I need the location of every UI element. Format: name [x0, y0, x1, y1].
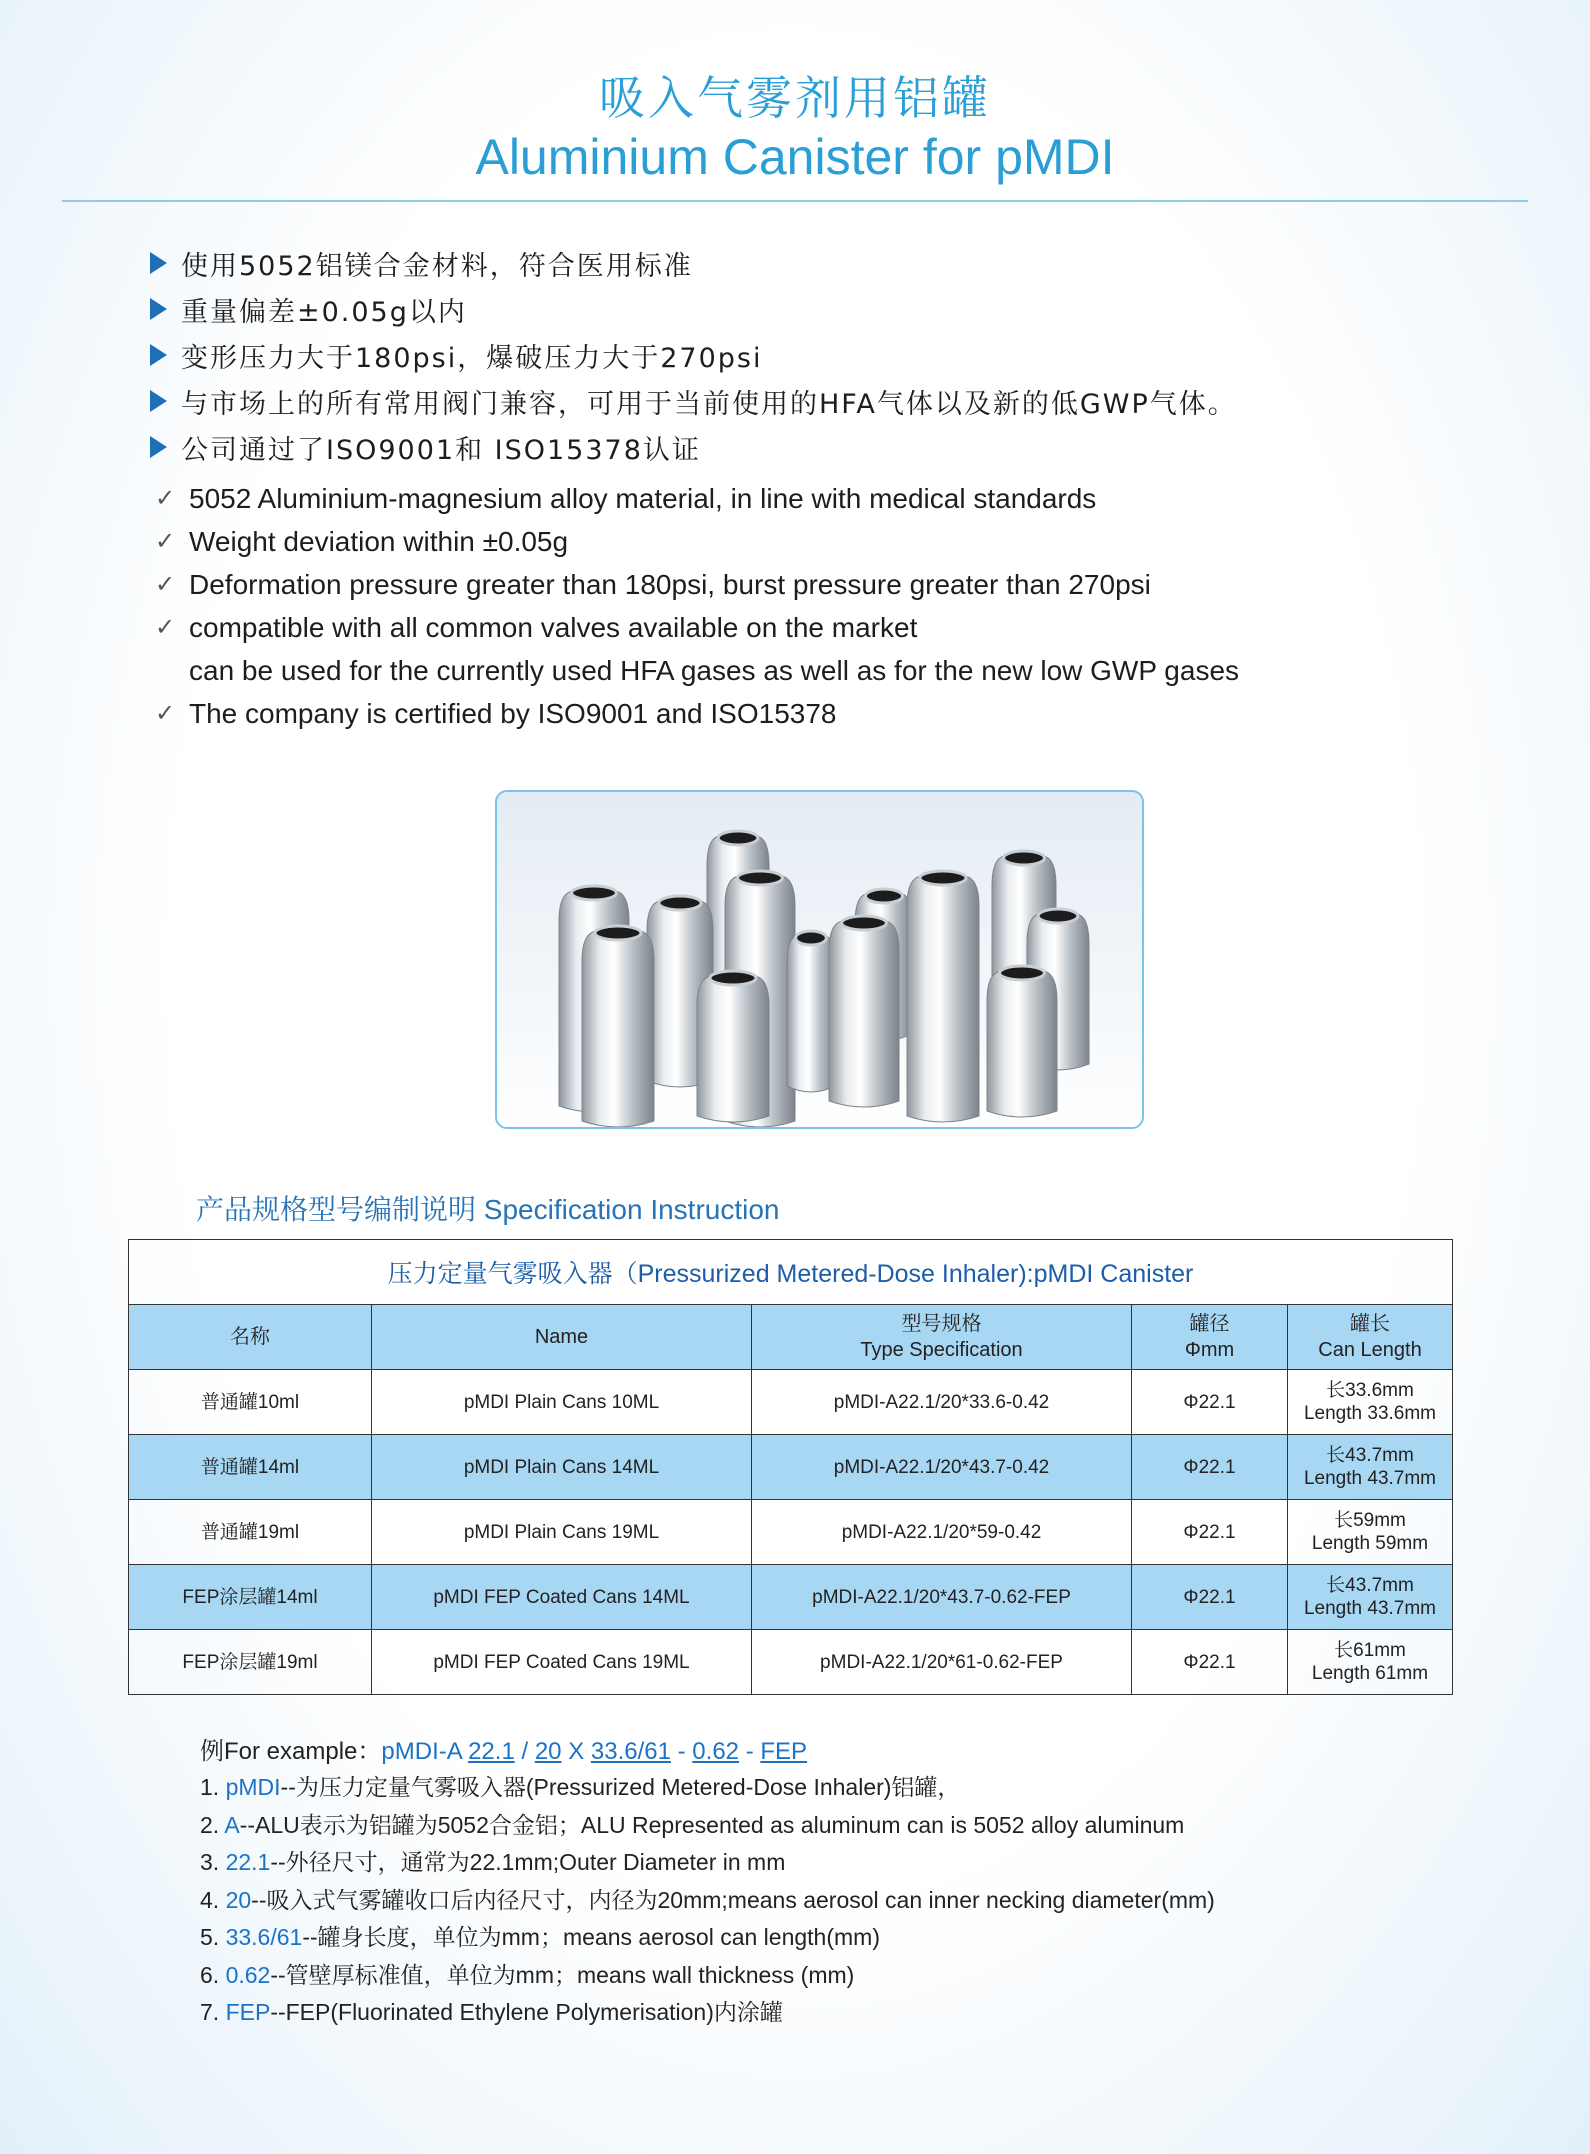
length-cn: 长59mm	[1334, 1510, 1406, 1531]
feature-en-item	[155, 563, 1239, 606]
table-cell-dia: Φ22.1	[1132, 1370, 1288, 1435]
feature-en-item	[155, 606, 1239, 692]
check-icon: ✓	[155, 571, 176, 598]
table-cell-cn: 普通罐10ml	[129, 1370, 372, 1435]
column-header	[129, 1305, 372, 1370]
feature-list-en	[155, 477, 1239, 735]
column-header-line: Name	[534, 1326, 589, 1348]
check-icon: ✓	[155, 700, 176, 727]
feature-en-text	[189, 477, 1096, 520]
note-item	[200, 1919, 1215, 1957]
table-cell-type: pMDI-A22.1/20*43.7-0.62-FEP	[752, 1565, 1132, 1630]
feature-en-item	[155, 520, 1239, 563]
length-cn: 长43.7mm	[1326, 1575, 1414, 1596]
note-number: 7.	[200, 1999, 220, 2025]
column-header-line: 罐长	[1350, 1313, 1390, 1335]
page-title-cn: 吸入气雾剂用铝罐	[599, 71, 991, 125]
column-header	[1132, 1305, 1288, 1370]
table-cell-length	[1288, 1370, 1453, 1435]
feature-cn-item	[150, 286, 1237, 332]
note-item	[200, 1769, 1215, 1807]
length-en: Length 59mm	[1311, 1533, 1429, 1554]
feature-en-item	[155, 477, 1239, 520]
table-cell-length	[1288, 1630, 1453, 1695]
table-cell-length	[1288, 1435, 1453, 1500]
table-cell-type: pMDI-A22.1/20*59-0.42	[752, 1500, 1132, 1565]
table-cell-name: pMDI Plain Cans 19ML	[372, 1500, 752, 1565]
feature-list-cn	[150, 240, 1237, 470]
note-number: 5.	[200, 1924, 220, 1950]
example-part-coating: FEP	[760, 1738, 808, 1765]
note-code: A	[224, 1811, 240, 1838]
page-title-en: Aluminium Canister for pMDI	[475, 129, 1115, 185]
feature-en-line: The company is certified by ISO9001 and ISO15378	[189, 698, 837, 729]
note-number: 1.	[200, 1774, 220, 1800]
note-code: pMDI	[225, 1774, 281, 1800]
column-header-line: 罐径	[1189, 1313, 1230, 1335]
example-part-necking: 20	[534, 1738, 562, 1765]
note-number: 2.	[200, 1811, 220, 1838]
note-code: 0.62	[225, 1961, 271, 1988]
table-cell-dia: Φ22.1	[1132, 1500, 1288, 1565]
note-number: 6.	[200, 1961, 220, 1988]
note-item	[200, 1994, 1215, 2032]
feature-en-item	[155, 692, 1239, 735]
column-header-line: 名称	[230, 1326, 270, 1348]
feature-en-text	[189, 606, 1239, 692]
note-code: 20	[225, 1886, 252, 1913]
length-en: Length 33.6mm	[1303, 1403, 1437, 1424]
example-sep: -	[677, 1738, 686, 1765]
spec-heading: 产品规格型号编制说明 Specification Instruction	[196, 1194, 780, 1225]
example-part-diameter: 22.1	[468, 1738, 515, 1765]
table-header-row	[129, 1305, 1453, 1370]
table-cell-type: pMDI-A22.1/20*43.7-0.42	[752, 1435, 1132, 1500]
note-code: FEP	[225, 1999, 271, 2025]
table-cell-name: pMDI FEP Coated Cans 19ML	[372, 1630, 752, 1695]
length-en: Length 43.7mm	[1303, 1468, 1437, 1489]
table-caption-row	[129, 1240, 1453, 1305]
note-text: --罐身长度，单位为mm；means aerosol can length(mm)	[302, 1924, 880, 1950]
note-code: 22.1	[225, 1849, 271, 1875]
canister	[697, 971, 769, 1122]
canister	[987, 966, 1057, 1117]
feature-cn-text: 变形压力大于180psi，爆破压力大于270psi	[181, 342, 763, 374]
feature-cn-text: 与市场上的所有常用阀门兼容，可用于当前使用的HFA气体以及新的低GWP气体。	[181, 388, 1237, 420]
spec-table	[128, 1239, 1453, 1695]
note-text: --为压力定量气雾吸入器(Pressurized Metered-Dose Inhaler)铝罐，	[280, 1774, 961, 1800]
column-header	[1288, 1305, 1453, 1370]
feature-cn-item	[150, 424, 1237, 470]
note-text: --外径尺寸，通常为22.1mm;Outer Diameter in mm	[270, 1849, 786, 1875]
table-cell-dia: Φ22.1	[1132, 1435, 1288, 1500]
note-text: --ALU表示为铝罐为5052合金铝；ALU Represented as aluminum can is 5052 alloy aluminum	[239, 1811, 1185, 1838]
feature-en-line: Deformation pressure greater than 180psi, burst pressure greater than 270psi	[189, 569, 1151, 600]
canister	[582, 926, 654, 1127]
table-cell-cn: FEP涂层罐14ml	[129, 1565, 372, 1630]
feature-en-line: Weight deviation within ±0.05g	[189, 526, 569, 557]
table-row	[129, 1500, 1453, 1565]
note-text: --管壁厚标准值，单位为mm；means wall thickness (mm)	[270, 1961, 855, 1988]
table-cell-name: pMDI Plain Cans 14ML	[372, 1435, 752, 1500]
canisters-illustration	[497, 792, 1142, 1127]
note-item	[200, 1882, 1215, 1920]
table-row	[129, 1565, 1453, 1630]
arrow-bullet-icon	[150, 344, 167, 366]
note-item	[200, 1844, 1215, 1882]
example-sep: X	[568, 1738, 585, 1765]
length-cn: 长43.7mm	[1326, 1445, 1414, 1466]
check-icon: ✓	[155, 528, 176, 555]
example-sep: -	[745, 1738, 754, 1765]
feature-cn-item	[150, 332, 1237, 378]
example-part-thickness: 0.62	[692, 1738, 740, 1765]
feature-en-text	[189, 520, 568, 563]
canister	[907, 871, 979, 1122]
length-en: Length 61mm	[1311, 1663, 1429, 1684]
canister	[787, 931, 835, 1092]
table-cell-cn: FEP涂层罐19ml	[129, 1630, 372, 1695]
note-number: 3.	[200, 1849, 220, 1875]
table-cell-length	[1288, 1565, 1453, 1630]
column-header-line: Φmm	[1184, 1339, 1235, 1361]
code-explanation-list	[200, 1769, 1215, 2032]
product-photo	[495, 790, 1144, 1129]
table-caption: 压力定量气雾吸入器（Pressurized Metered-Dose Inhaler):pMDI Canister	[129, 1240, 1453, 1305]
note-item	[200, 1807, 1215, 1845]
feature-cn-text: 使用5052铝镁合金材料，符合医用标准	[181, 250, 693, 282]
table-cell-length	[1288, 1500, 1453, 1565]
note-number: 4.	[200, 1886, 220, 1913]
arrow-bullet-icon	[150, 252, 167, 274]
column-header-line: Type Specification	[860, 1339, 1023, 1361]
table-row	[129, 1370, 1453, 1435]
example-part-length: 33.6/61	[590, 1738, 671, 1765]
column-header-line: Can Length	[1318, 1339, 1422, 1361]
feature-en-line: compatible with all common valves available on the market	[189, 612, 918, 643]
length-cn: 长61mm	[1334, 1640, 1406, 1661]
note-item	[200, 1957, 1215, 1995]
check-icon: ✓	[155, 614, 176, 641]
table-cell-type: pMDI-A22.1/20*33.6-0.42	[752, 1370, 1132, 1435]
check-icon: ✓	[155, 485, 176, 512]
note-text: --吸入式气雾罐收口后内径尺寸，内径为20mm;means aerosol can inner necking diameter(mm)	[251, 1886, 1215, 1913]
length-cn: 长33.6mm	[1326, 1380, 1414, 1401]
table-row	[129, 1630, 1453, 1695]
arrow-bullet-icon	[150, 436, 167, 458]
table-cell-name: pMDI FEP Coated Cans 14ML	[372, 1565, 752, 1630]
can-group	[559, 831, 1089, 1127]
example-sep: /	[521, 1738, 529, 1765]
table-cell-dia: Φ22.1	[1132, 1630, 1288, 1695]
feature-en-text	[189, 563, 1151, 606]
feature-cn-text: 公司通过了ISO9001和 ISO15378认证	[181, 434, 701, 466]
table-cell-cn: 普通罐19ml	[129, 1500, 372, 1565]
example-label: 例For example：	[200, 1738, 382, 1765]
arrow-bullet-icon	[150, 390, 167, 412]
example-line	[200, 1731, 807, 1766]
note-code: 33.6/61	[225, 1924, 303, 1950]
canister	[829, 916, 899, 1107]
column-header	[752, 1305, 1132, 1370]
length-en: Length 43.7mm	[1303, 1598, 1437, 1619]
column-header-line: 型号规格	[901, 1313, 982, 1335]
column-header	[372, 1305, 752, 1370]
feature-en-text	[189, 692, 837, 735]
table-row	[129, 1435, 1453, 1500]
note-text: --FEP(Fluorinated Ethylene Polymerisation)内涂罐	[270, 1999, 783, 2025]
title-divider	[62, 200, 1528, 202]
example-prefix: pMDI-A	[381, 1738, 462, 1765]
table-cell-cn: 普通罐14ml	[129, 1435, 372, 1500]
arrow-bullet-icon	[150, 298, 167, 320]
table-cell-dia: Φ22.1	[1132, 1565, 1288, 1630]
table-cell-type: pMDI-A22.1/20*61-0.62-FEP	[752, 1630, 1132, 1695]
feature-cn-item	[150, 378, 1237, 424]
feature-cn-text: 重量偏差±0.05g以内	[181, 296, 467, 328]
feature-en-line: can be used for the currently used HFA gases as well as for the new low GWP gases	[189, 655, 1240, 686]
feature-cn-item	[150, 240, 1237, 286]
feature-en-line: 5052 Aluminium-magnesium alloy material, in line with medical standards	[189, 483, 1097, 514]
table-cell-name: pMDI Plain Cans 10ML	[372, 1370, 752, 1435]
